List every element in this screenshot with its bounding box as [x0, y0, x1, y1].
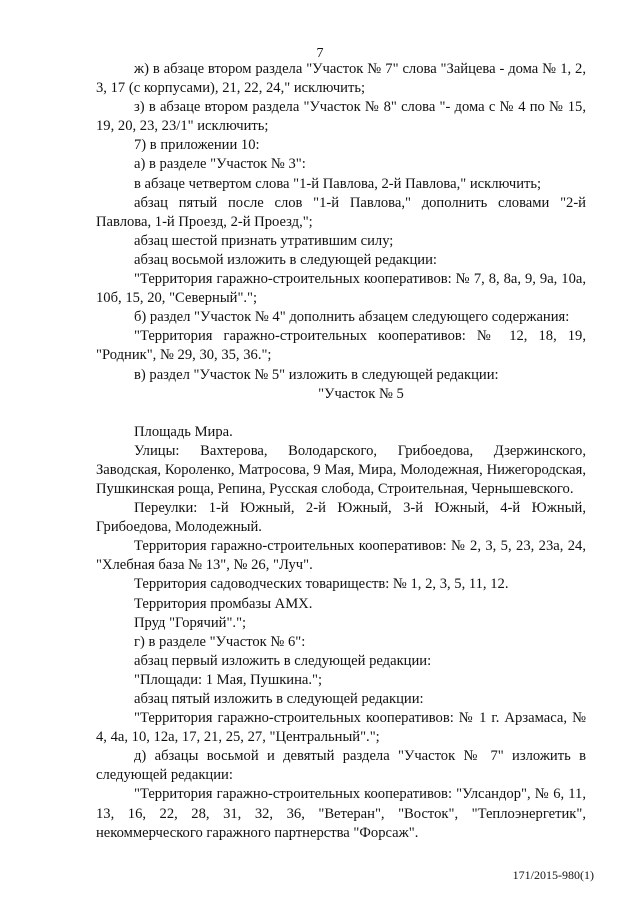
- paragraph: 7) в приложении 10:: [134, 137, 260, 154]
- paragraph: абзац первый изложить в следующей редакции:: [134, 652, 432, 669]
- page-number: 7: [316, 46, 324, 61]
- paragraph: Переулки: 1-й Южный, 2-й Южный, 3-й Южный, 4-й Южный, Грибоедова, Молодежный.: [96, 500, 586, 536]
- paragraph: "Территория гаражно-строительных кооперативов: № 1 г. Арзамаса, № 4, 4а, 10, 12а, 17, 21, 25, 27, "Центральный".";: [96, 710, 586, 746]
- paragraph: "Территория гаражно-строительных кооперативов: "Улсандор", № 6, 11, 13, 16, 22, 28, 31, 32, 36, "Ветеран", "Восток", "Теплоэнергетик", некоммерческого гаражного партнерства "Форсаж".: [96, 786, 586, 841]
- paragraph: абзац пятый изложить в следующей редакции:: [134, 691, 424, 707]
- paragraph: абзац пятый после слов "1-й Павлова," дополнить словами "2-й Павлова, 1-й Проезд, 2-й Проезд,";: [96, 194, 586, 230]
- paragraph: Территория гаражно-строительных кооперативов: № 2, 3, 5, 23, 23а, 24, "Хлебная база № 13", № 26, "Луч".: [96, 538, 586, 574]
- paragraph: г) в разделе "Участок № 6":: [134, 633, 306, 650]
- paragraph: Пруд "Горячий".";: [134, 614, 247, 631]
- paragraph: в) раздел "Участок № 5" изложить в следующей редакции:: [134, 366, 499, 383]
- paragraph: б) раздел "Участок № 4" дополнить абзацем следующего содержания:: [134, 309, 570, 326]
- paragraph: з) в абзаце втором раздела "Участок № 8" слова "- дома с № 4 по № 15, 19, 20, 23, 23/1" исключить;: [96, 99, 586, 135]
- document-code: 171/2015-980(1): [512, 868, 594, 882]
- paragraph: ж) в абзаце втором раздела "Участок № 7" слова "Зайцева - дома № 1, 2, 3, 17 (с корпусами), 21, 22, 24," исключить;: [96, 61, 586, 97]
- document-body: [96, 60, 586, 843]
- paragraph: д) абзацы восьмой и девятый раздела "Участок № 7" изложить в следующей редакции:: [96, 748, 586, 784]
- paragraph: Территория садоводческих товариществ: № 1, 2, 3, 5, 11, 12.: [134, 576, 509, 593]
- paragraph: "Территория гаражно-строительных кооперативов: № 12, 18, 19, "Родник", № 29, 30, 35, 36.";: [96, 328, 586, 364]
- paragraph: "Площади: 1 Мая, Пушкина.";: [134, 671, 323, 688]
- paragraph: "Территория гаражно-строительных кооперативов: № 7, 8, 8а, 9, 9а, 10а, 10б, 15, 20, "Северный".";: [96, 271, 586, 307]
- paragraph: а) в разделе "Участок № 3":: [134, 156, 306, 173]
- paragraph: Территория промбазы АМХ.: [134, 595, 313, 612]
- blank-line: [96, 404, 586, 423]
- paragraph: Улицы: Вахтерова, Володарского, Грибоедова, Дзержинского, Заводская, Короленко, Матросова, 9 Мая, Мира, Молодежная, Нижегородская, Пушкинская роща, Репина, Русская слобода, Строительная, Чернышевского.: [96, 442, 586, 497]
- paragraph: Площадь Мира.: [134, 423, 233, 440]
- paragraph: абзац восьмой изложить в следующей редакции:: [134, 251, 437, 268]
- section-title: "Участок № 5: [318, 385, 404, 402]
- paragraph: в абзаце четвертом слова "1-й Павлова, 2-й Павлова," исключить;: [134, 175, 542, 192]
- paragraph: абзац шестой признать утратившим силу;: [134, 232, 394, 249]
